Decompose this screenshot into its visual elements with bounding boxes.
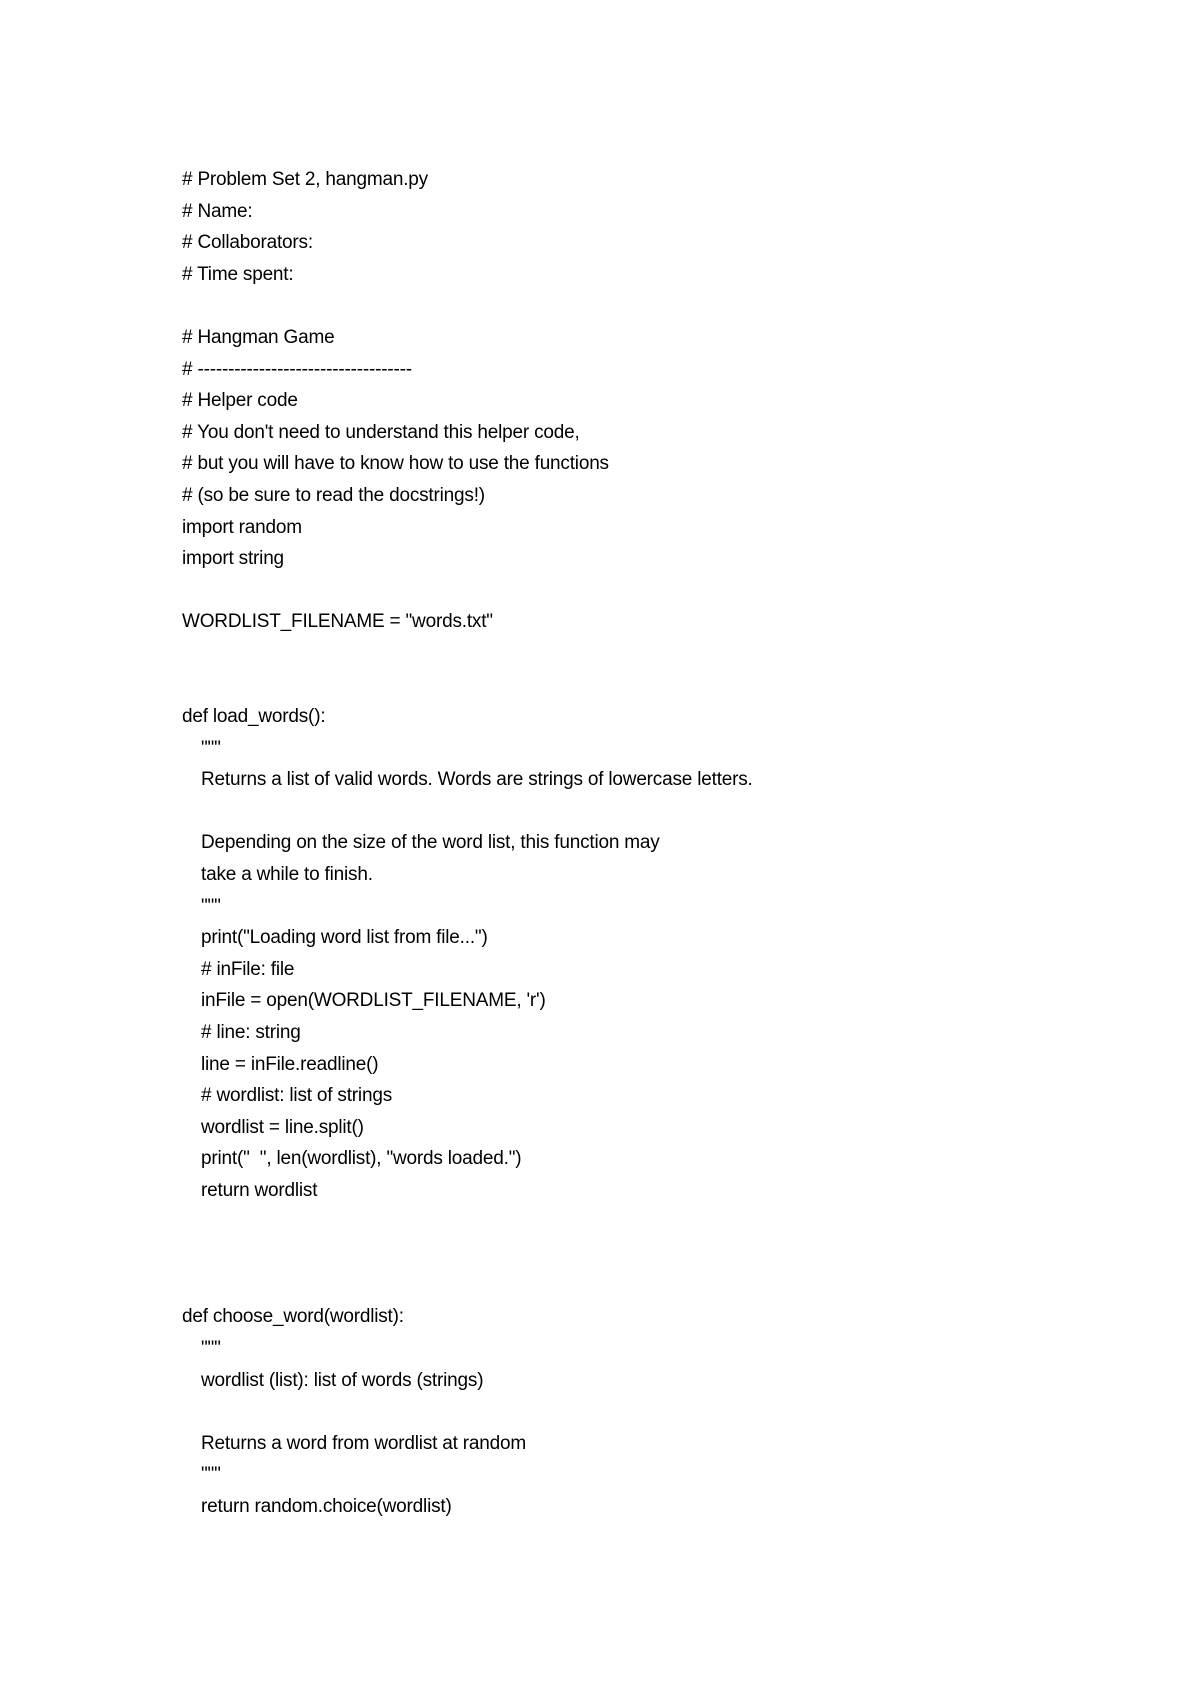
code-line: line = inFile.readline(): [201, 1053, 379, 1075]
code-line: # but you will have to know how to use the functions: [182, 453, 609, 475]
code-line: WORDLIST_FILENAME = "words.txt": [182, 611, 493, 633]
blank-line: [182, 1396, 1142, 1428]
code-line: Depending on the size of the word list, this function may: [201, 832, 660, 854]
code-line: # inFile: file: [201, 958, 295, 980]
code-line: import random: [182, 516, 302, 538]
code-line: return random.choice(wordlist): [201, 1495, 452, 1517]
blank-line: [182, 638, 1142, 670]
code-line: import string: [182, 548, 284, 570]
code-line: return wordlist: [201, 1180, 318, 1201]
code-line: wordlist (list): list of words (strings): [201, 1369, 484, 1391]
code-line: # Collaborators:: [182, 232, 313, 254]
code-line: # wordlist: list of strings: [201, 1085, 392, 1107]
code-line: # You don't need to understand this helper code,: [182, 421, 580, 443]
code-line: """: [201, 1464, 221, 1486]
blank-line: [182, 1238, 1142, 1270]
code-line: # Name:: [182, 200, 253, 222]
code-line: take a while to finish.: [201, 864, 373, 886]
code-line: """: [201, 895, 221, 917]
code-line: # Helper code: [182, 390, 298, 412]
blank-line: [182, 1207, 1142, 1239]
code-line: Returns a list of valid words. Words are strings of lowercase letters.: [201, 769, 753, 791]
code-line: # Problem Set 2, hangman.py: [182, 169, 428, 190]
blank-line: [182, 670, 1142, 702]
code-line: wordlist = line.split(): [201, 1116, 364, 1138]
code-line: def load_words():: [182, 706, 326, 728]
code-line: inFile = open(WORDLIST_FILENAME, 'r'): [201, 990, 546, 1012]
blank-line: [182, 1270, 1142, 1302]
code-line: """: [201, 1337, 221, 1359]
blank-line: [182, 796, 1142, 828]
code-line: # -----------------------------------: [182, 358, 412, 380]
code-line: print(" ", len(wordlist), "words loaded."): [201, 1148, 522, 1170]
code-line: Returns a word from wordlist at random: [201, 1432, 527, 1454]
code-line: print("Loading word list from file..."): [201, 927, 488, 949]
blank-line: [182, 290, 1142, 322]
code-line: # line: string: [201, 1022, 301, 1044]
code-line: """: [201, 737, 221, 759]
code-line: # Hangman Game: [182, 326, 335, 348]
code-line: def choose_word(wordlist):: [182, 1306, 404, 1328]
blank-line: [182, 575, 1142, 607]
code-line: # Time spent:: [182, 263, 294, 285]
code-listing: [182, 164, 1142, 1523]
code-line: # (so be sure to read the docstrings!): [182, 484, 485, 506]
